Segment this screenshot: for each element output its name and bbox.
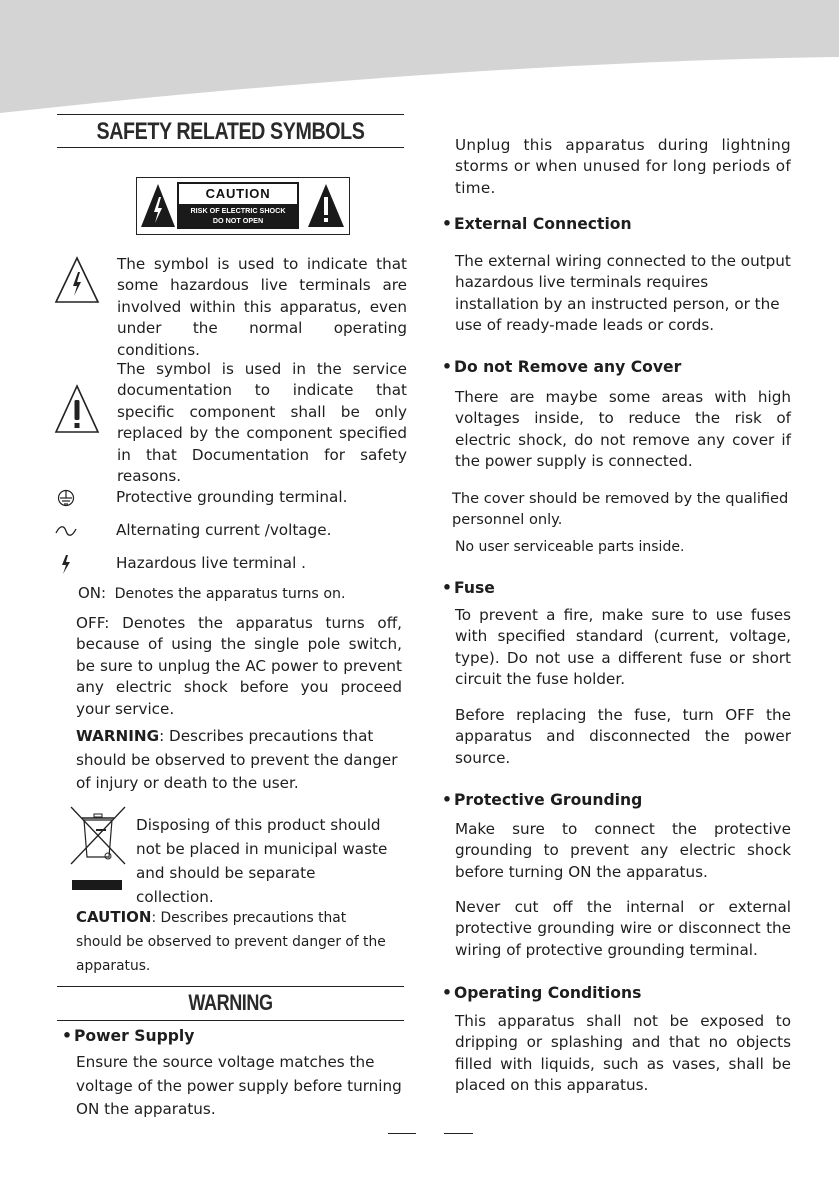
symbol-label-protective-ground: Protective grounding terminal. xyxy=(116,488,348,506)
bullet-icon: • xyxy=(62,1027,72,1045)
bullet-icon: • xyxy=(442,215,452,233)
bullet-icon: • xyxy=(442,358,452,376)
fuse-title xyxy=(442,579,495,597)
warning-text: : Describes precautions that should be observed to prevent the danger of injury or death to the user. xyxy=(76,727,398,792)
warning-label: WARNING xyxy=(76,727,160,745)
bullet-icon: • xyxy=(442,984,452,1002)
protective-grounding-title-text: Protective Grounding xyxy=(454,791,643,809)
warning-title-bottom-rule xyxy=(57,1020,404,1021)
crossed-out-wheelie-bin-icon xyxy=(68,804,128,892)
off-definition: OFF: Denotes the apparatus turns off, because of using the single pole switch, be sure to unplug the AC power to prevent any electric shock before you proceed your service. xyxy=(76,614,402,718)
warning-title-top-rule xyxy=(57,986,404,987)
symbol-row-alternating-current xyxy=(54,519,414,541)
on-label: ON: xyxy=(78,584,107,602)
lightning-bolt-icon xyxy=(54,554,78,574)
protective-grounding-text-2: Never cut off the internal or external protective grounding wire or disconnect the wiring of protective grounding terminal. xyxy=(455,898,791,959)
caution-subtext-line1: RISK OF ELECTRIC SHOCK xyxy=(190,206,286,215)
symbol-label-alternating-current: Alternating current /voltage. xyxy=(116,521,332,539)
bullet-icon: • xyxy=(442,791,452,809)
remove-cover-title xyxy=(442,358,681,376)
external-connection-text: The external wiring connected to the output hazardous live terminals requires installation by an instructed person, or the use of ready-made leads or cords. xyxy=(455,252,791,335)
external-connection-title-text: External Connection xyxy=(454,215,632,233)
exclamation-triangle-icon xyxy=(307,182,345,229)
power-supply-text: Ensure the source voltage matches the voltage of the power supply before turning ON the apparatus. xyxy=(76,1053,402,1118)
weee-disposal-text: Disposing of this product should not be placed in municipal waste and should be separate collection. xyxy=(136,816,388,906)
on-definition xyxy=(78,582,346,605)
fuse-text-2: Before replacing the fuse, turn OFF the apparatus and disconnected the power source. xyxy=(455,706,791,767)
section-title: SAFETY RELATED SYMBOLS xyxy=(96,118,365,145)
operating-conditions-text: This apparatus shall not be exposed to dripping or splashing and that no objects filled with liquids, such as vases, shall be placed on this apparatus. xyxy=(455,1012,791,1095)
caution-word: CAUTION xyxy=(179,184,297,204)
section-title-bottom-rule xyxy=(57,147,404,148)
warning-definition xyxy=(76,725,402,796)
operating-conditions-title xyxy=(442,984,641,1002)
operating-conditions-title-text: Operating Conditions xyxy=(454,984,642,1002)
protective-grounding-text-1: Make sure to connect the protective grounding to prevent any electric shock before turning ON the apparatus. xyxy=(455,820,791,881)
bullet-icon: • xyxy=(442,579,452,597)
caution-def-text: : Describes precautions that should be observed to prevent danger of the apparatus. xyxy=(76,910,386,974)
remove-cover-text-1: There are maybe some areas with high voltages inside, to reduce the risk of electric shock, do not remove any cover if the power supply is connected. xyxy=(455,388,791,471)
caution-def-label: CAUTION xyxy=(76,908,152,926)
power-supply-title xyxy=(62,1027,194,1045)
caution-definition xyxy=(76,905,396,978)
caution-subtext xyxy=(177,206,299,225)
lightning-symbol-description: The symbol is used to indicate that some hazardous live terminals are involved within this apparatus, even under the normal operating conditions. xyxy=(117,255,407,359)
exclamation-triangle-outline-icon xyxy=(54,384,100,434)
power-supply-title-text: Power Supply xyxy=(74,1027,195,1045)
caution-text-panel xyxy=(177,182,299,229)
remove-cover-title-text: Do not Remove any Cover xyxy=(454,358,682,376)
lightning-triangle-outline-icon xyxy=(54,256,100,304)
footer-rule-right xyxy=(444,1133,473,1134)
symbol-row-protective-ground xyxy=(54,486,414,508)
symbol-label-hazardous-live: Hazardous live terminal . xyxy=(116,554,306,572)
footer-rule-left xyxy=(388,1133,416,1134)
fuse-text-1: To prevent a fire, make sure to use fuses with specified standard (current, voltage, type). Do not use a different fuse or short circuit the fuse holder. xyxy=(455,606,791,689)
protective-ground-icon xyxy=(54,488,78,508)
caution-label-graphic xyxy=(136,177,350,235)
section-title-top-rule xyxy=(57,114,404,115)
remove-cover-text-3: No user serviceable parts inside. xyxy=(455,539,685,555)
warning-title: WARNING xyxy=(188,990,273,1015)
external-connection-title xyxy=(442,215,632,233)
lightning-triangle-icon xyxy=(140,182,176,229)
remove-cover-text-2: The cover should be removed by the qualified personnel only. xyxy=(452,490,789,529)
unplug-text: Unplug this apparatus during lightning storms or when unused for long periods of time. xyxy=(455,136,791,197)
protective-grounding-title xyxy=(442,791,642,809)
header-swoosh-decoration xyxy=(0,0,839,120)
exclamation-symbol-description: The symbol is used in the service documentation to indicate that specific component shall be only replaced by the component specified in that Documentation for safety reasons. xyxy=(117,360,407,486)
symbol-row-hazardous-live xyxy=(54,552,414,574)
fuse-title-text: Fuse xyxy=(454,579,495,597)
on-text: Denotes the apparatus turns on. xyxy=(114,586,346,602)
caution-subtext-line2: DO NOT OPEN xyxy=(212,215,264,225)
alternating-current-icon xyxy=(54,521,78,541)
